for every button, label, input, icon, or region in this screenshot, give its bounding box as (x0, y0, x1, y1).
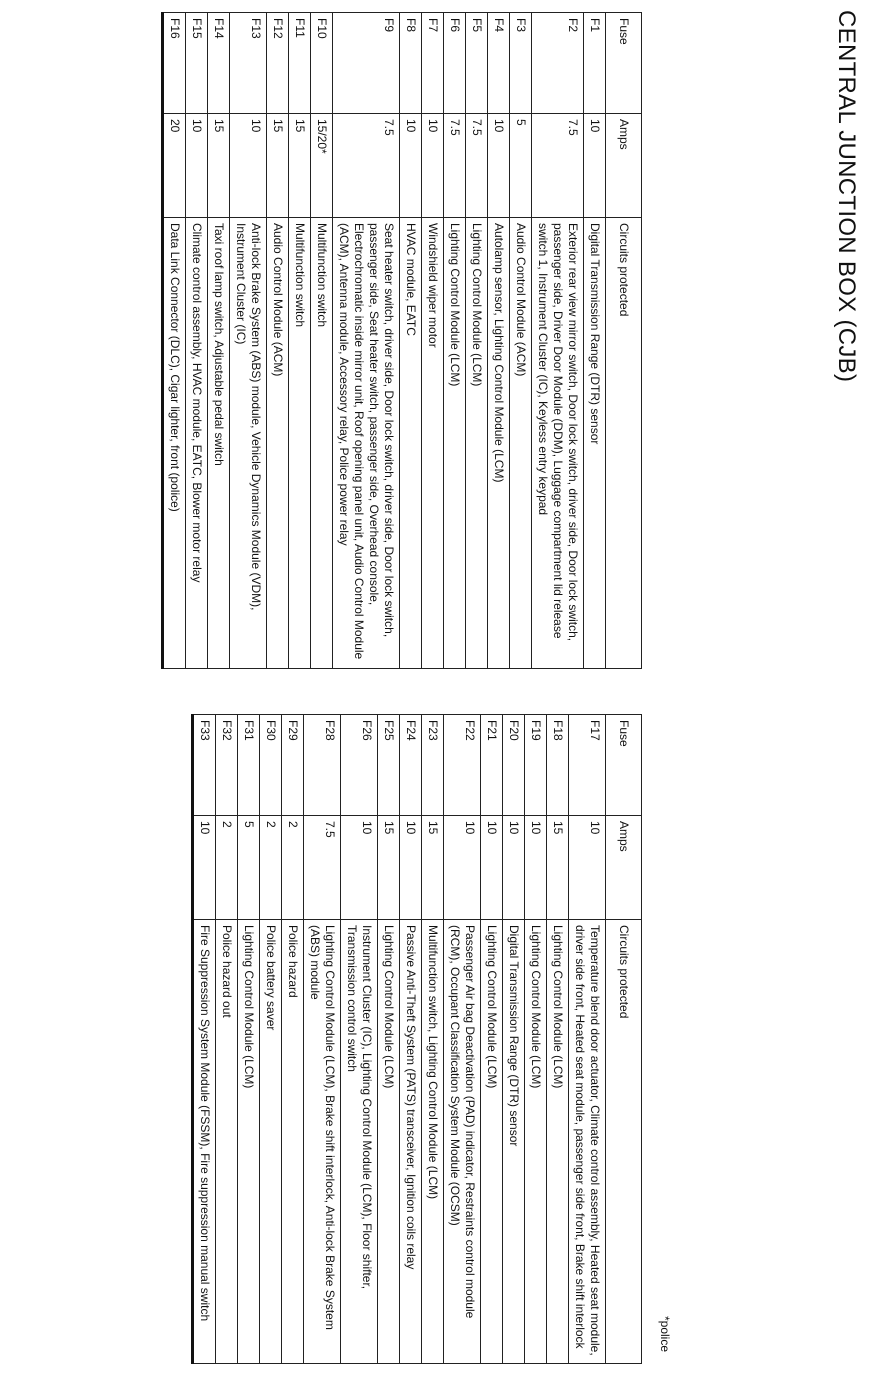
cell-fuse: F18 (547, 715, 569, 816)
table-row (282, 715, 304, 1364)
cell-fuse: F3 (510, 13, 532, 114)
cell-circuits: Instrument Cluster (IC), Lighting Control Module (LCM), Floor shifter, Transmission control switch (341, 920, 378, 1364)
cell-amps: 7.5 (466, 114, 488, 218)
fuse-table-1-body (163, 13, 606, 669)
cell-circuits: Multifunction switch (311, 218, 333, 669)
fuse-table-1 (161, 12, 642, 669)
cell-fuse: F28 (304, 715, 341, 816)
header-fuse: Fuse (606, 13, 642, 114)
footnote: *police (658, 1316, 672, 1353)
table-header-row (606, 13, 642, 669)
table-row (532, 13, 584, 669)
cell-circuits: Lighting Control Module (LCM) (238, 920, 260, 1364)
cell-amps: 10 (444, 816, 481, 920)
table-row (289, 13, 311, 669)
cell-circuits: Fire Suppression System Module (FSSM), Fire suppression manual switch (193, 920, 216, 1364)
cell-circuits: Digital Transmission Range (DTR) sensor (584, 218, 606, 669)
cell-amps: 10 (569, 816, 606, 920)
cell-amps: 10 (525, 816, 547, 920)
table-row (488, 13, 510, 669)
cell-amps: 15 (378, 816, 400, 920)
cell-amps: 10 (481, 816, 503, 920)
cell-circuits: Multifunction switch, Lighting Control Module (LCM) (422, 920, 444, 1364)
cell-circuits: Police hazard out (216, 920, 238, 1364)
cell-amps: 7.5 (333, 114, 400, 218)
cell-circuits: Data Link Connector (DLC), Cigar lighter, front (police) (163, 218, 186, 669)
cell-circuits: Police battery saver (260, 920, 282, 1364)
cell-circuits: Audio Control Module (ACM) (267, 218, 289, 669)
cell-fuse: F23 (422, 715, 444, 816)
table-row (444, 13, 466, 669)
cell-fuse: F32 (216, 715, 238, 816)
table-row (163, 13, 186, 669)
cell-circuits: Lighting Control Module (LCM) (525, 920, 547, 1364)
cell-fuse: F13 (230, 13, 267, 114)
cell-amps: 2 (216, 816, 238, 920)
cell-fuse: F12 (267, 13, 289, 114)
table-row (422, 715, 444, 1364)
table-row (569, 715, 606, 1364)
cell-circuits: Police hazard (282, 920, 304, 1364)
cell-fuse: F1 (584, 13, 606, 114)
cell-circuits: Lighting Control Module (LCM) (547, 920, 569, 1364)
cell-circuits: Temperature blend door actuator, Climate control assembly, Heated seat module, driver side front, Heated seat module, passenger side front, Brake shift interlock (569, 920, 606, 1364)
cell-fuse: F25 (378, 715, 400, 816)
cell-fuse: F29 (282, 715, 304, 816)
table-row (311, 13, 333, 669)
table-row (304, 715, 341, 1364)
header-amps: Amps (606, 114, 642, 218)
table-row (422, 13, 444, 669)
cell-fuse: F22 (444, 715, 481, 816)
cell-amps: 10 (186, 114, 208, 218)
cell-amps: 10 (503, 816, 525, 920)
header-circuits: Circuits protected (606, 218, 642, 669)
cell-circuits: HVAC module, EATC (400, 218, 422, 669)
cell-amps: 15 (547, 816, 569, 920)
cell-circuits: Lighting Control Module (LCM) (466, 218, 488, 669)
table-row (400, 715, 422, 1364)
table-row (481, 715, 503, 1364)
cell-fuse: F8 (400, 13, 422, 114)
cell-amps: 10 (488, 114, 510, 218)
table-header-row (606, 715, 642, 1364)
cell-amps: 10 (422, 114, 444, 218)
table-row (378, 715, 400, 1364)
cell-circuits: Lighting Control Module (LCM) (444, 218, 466, 669)
cell-circuits: Exterior rear view mirror switch, Door lock switch, driver side, Door lock switch, passenger side, Driver Door Module (DDM), Luggage compartment lid release switch 1, Instrument Cluster (IC), Keyless entry keypad (532, 218, 584, 669)
table-row (400, 13, 422, 669)
cell-circuits: Multifunction switch (289, 218, 311, 669)
table-row (230, 13, 267, 669)
cell-amps: 20 (163, 114, 186, 218)
cell-amps: 10 (193, 816, 216, 920)
cell-circuits: Audio Control Module (ACM) (510, 218, 532, 669)
cell-circuits: Lighting Control Module (LCM) (481, 920, 503, 1364)
cell-amps: 5 (510, 114, 532, 218)
cell-fuse: F30 (260, 715, 282, 816)
cell-fuse: F10 (311, 13, 333, 114)
cell-amps: 2 (260, 816, 282, 920)
fuse-table-2 (191, 714, 642, 1364)
cell-circuits: Lighting Control Module (LCM) (378, 920, 400, 1364)
cell-circuits: Lighting Control Module (LCM), Brake shift interlock, Anti-lock Brake System (ABS) module (304, 920, 341, 1364)
cell-fuse: F5 (466, 13, 488, 114)
cell-fuse: F19 (525, 715, 547, 816)
table-row (510, 13, 532, 669)
table-row (333, 13, 400, 669)
cell-fuse: F16 (163, 13, 186, 114)
cell-fuse: F33 (193, 715, 216, 816)
cell-amps: 5 (238, 816, 260, 920)
table-row (238, 715, 260, 1364)
cell-fuse: F2 (532, 13, 584, 114)
cell-fuse: F9 (333, 13, 400, 114)
cell-circuits: Climate control assembly, HVAC module, EATC, Blower motor relay (186, 218, 208, 669)
cell-amps: 15 (289, 114, 311, 218)
cell-fuse: F26 (341, 715, 378, 816)
cell-circuits: Taxi roof lamp switch, Adjustable pedal switch (208, 218, 230, 669)
cell-amps: 15/20* (311, 114, 333, 218)
page-title: CENTRAL JUNCTION BOX (CJB) (833, 10, 860, 383)
table-row (208, 13, 230, 669)
table-row (444, 715, 481, 1364)
cell-amps: 10 (230, 114, 267, 218)
cell-amps: 15 (267, 114, 289, 218)
cell-circuits: Passenger Air bag Deactivation (PAD) indicator, Restraints control module (RCM), Occupant Classification System Module (OCSM) (444, 920, 481, 1364)
cell-circuits: Windshield wiper motor (422, 218, 444, 669)
table-row (584, 13, 606, 669)
cell-circuits: Anti-lock Brake System (ABS) module, Vehicle Dynamics Module (VDM), Instrument Cluster (IC) (230, 218, 267, 669)
cell-fuse: F14 (208, 13, 230, 114)
cell-circuits: Autolamp sensor, Lighting Control Module (LCM) (488, 218, 510, 669)
cell-fuse: F15 (186, 13, 208, 114)
table-row (525, 715, 547, 1364)
cell-fuse: F6 (444, 13, 466, 114)
cell-amps: 7.5 (532, 114, 584, 218)
cell-fuse: F4 (488, 13, 510, 114)
cell-fuse: F21 (481, 715, 503, 816)
cell-amps: 15 (422, 816, 444, 920)
cell-amps: 10 (400, 816, 422, 920)
table-row (216, 715, 238, 1364)
table-row (341, 715, 378, 1364)
header-fuse: Fuse (606, 715, 642, 816)
cell-amps: 2 (282, 816, 304, 920)
cell-amps: 15 (208, 114, 230, 218)
header-amps: Amps (606, 816, 642, 920)
cell-amps: 10 (584, 114, 606, 218)
cell-fuse: F17 (569, 715, 606, 816)
header-circuits: Circuits protected (606, 920, 642, 1364)
cell-amps: 7.5 (304, 816, 341, 920)
table-row (260, 715, 282, 1364)
table-row (547, 715, 569, 1364)
cell-amps: 10 (341, 816, 378, 920)
table-row (193, 715, 216, 1364)
cell-circuits: Seat heater switch, driver side, Door lock switch, driver side, Door lock switch, passenger side, Seat heater switch, passenger side, Overhead console, Electrochromatic inside mirror unit, Roof opening panel unit, Audio Control Module (ACM), Antenna module, Accessory relay, Police power relay (333, 218, 400, 669)
table-row (466, 13, 488, 669)
fuse-table-2-body (193, 715, 606, 1364)
cell-fuse: F11 (289, 13, 311, 114)
cell-fuse: F31 (238, 715, 260, 816)
cell-circuits: Passive Anti-Theft System (PATS) transceiver, Ignition coils relay (400, 920, 422, 1364)
cell-fuse: F20 (503, 715, 525, 816)
cell-circuits: Digital Transmission Range (DTR) sensor (503, 920, 525, 1364)
cell-fuse: F24 (400, 715, 422, 816)
table-row (186, 13, 208, 669)
table-row (267, 13, 289, 669)
cell-amps: 10 (400, 114, 422, 218)
cell-fuse: F7 (422, 13, 444, 114)
table-row (503, 715, 525, 1364)
cell-amps: 7.5 (444, 114, 466, 218)
